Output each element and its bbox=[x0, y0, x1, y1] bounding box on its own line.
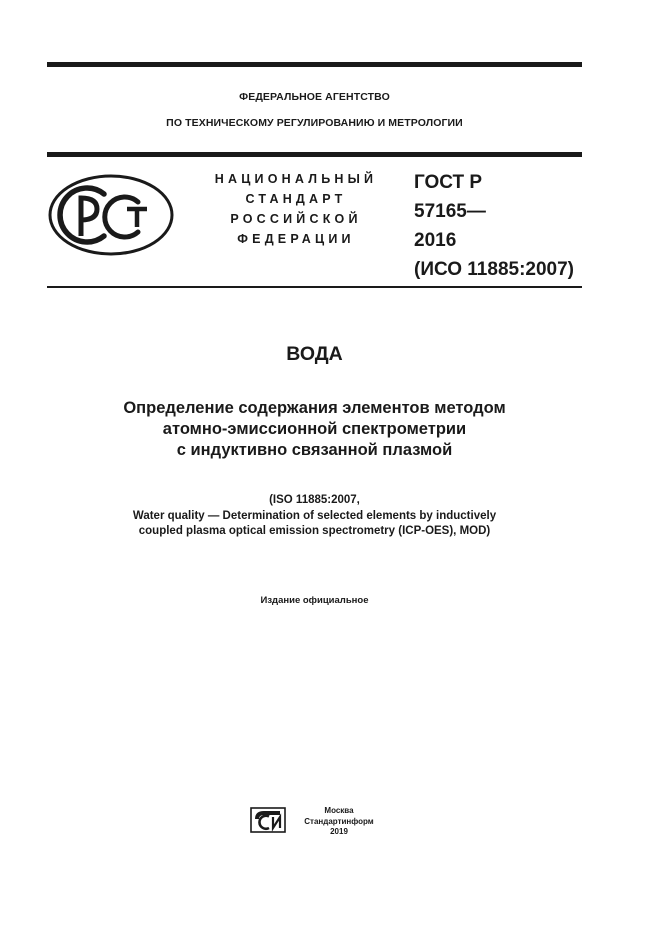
designation-line-3: 2016 bbox=[414, 230, 457, 251]
standard-type-line-1: НАЦИОНАЛЬНЫЙ bbox=[214, 172, 378, 186]
top-rule bbox=[47, 62, 582, 67]
publisher-name: Стандартинформ bbox=[304, 816, 374, 826]
standard-type-line-2: СТАНДАРТ bbox=[245, 192, 347, 206]
document-title: ВОДА bbox=[286, 343, 343, 365]
english-title bbox=[47, 493, 582, 540]
rst-certification-mark-icon bbox=[47, 172, 175, 258]
standard-type-line-4: ФЕДЕРАЦИИ bbox=[237, 232, 355, 246]
english-title-line-3: coupled plasma optical emission spectrometry (ICP-OES), MOD) bbox=[138, 525, 491, 537]
publisher-info bbox=[296, 806, 382, 838]
lower-rule bbox=[47, 286, 582, 288]
designation-line-2: 57165— bbox=[414, 201, 486, 222]
designation-line-4: (ИСО 11885:2007) bbox=[414, 259, 574, 280]
agency-line-1: ФЕДЕРАЛЬНОЕ АГЕНТСТВО bbox=[239, 91, 390, 103]
publisher-city: Москва bbox=[324, 806, 354, 815]
subtitle-line-1: Определение содержания элементов методом bbox=[123, 399, 506, 417]
upper-rule bbox=[47, 152, 582, 157]
document-subtitle bbox=[47, 398, 582, 461]
standartinform-logo-icon bbox=[250, 807, 286, 833]
subtitle-line-3: с индуктивно связанной плазмой bbox=[176, 441, 453, 459]
publisher-year: 2019 bbox=[330, 827, 348, 836]
standard-type-line-3: РОССИЙСКОЙ bbox=[230, 212, 362, 226]
subtitle-line-2: атомно-эмиссионной спектрометрии bbox=[162, 420, 467, 438]
designation-line-1: ГОСТ Р bbox=[414, 172, 483, 193]
english-title-line-2: Water quality — Determination of selected elements by inductively bbox=[132, 509, 497, 522]
english-title-line-1: (ISO 11885:2007, bbox=[269, 494, 360, 506]
agency-line-2: ПО ТЕХНИЧЕСКОМУ РЕГУЛИРОВАНИЮ И МЕТРОЛОГИИ bbox=[166, 117, 463, 129]
edition-label: Издание официальное bbox=[260, 595, 369, 606]
